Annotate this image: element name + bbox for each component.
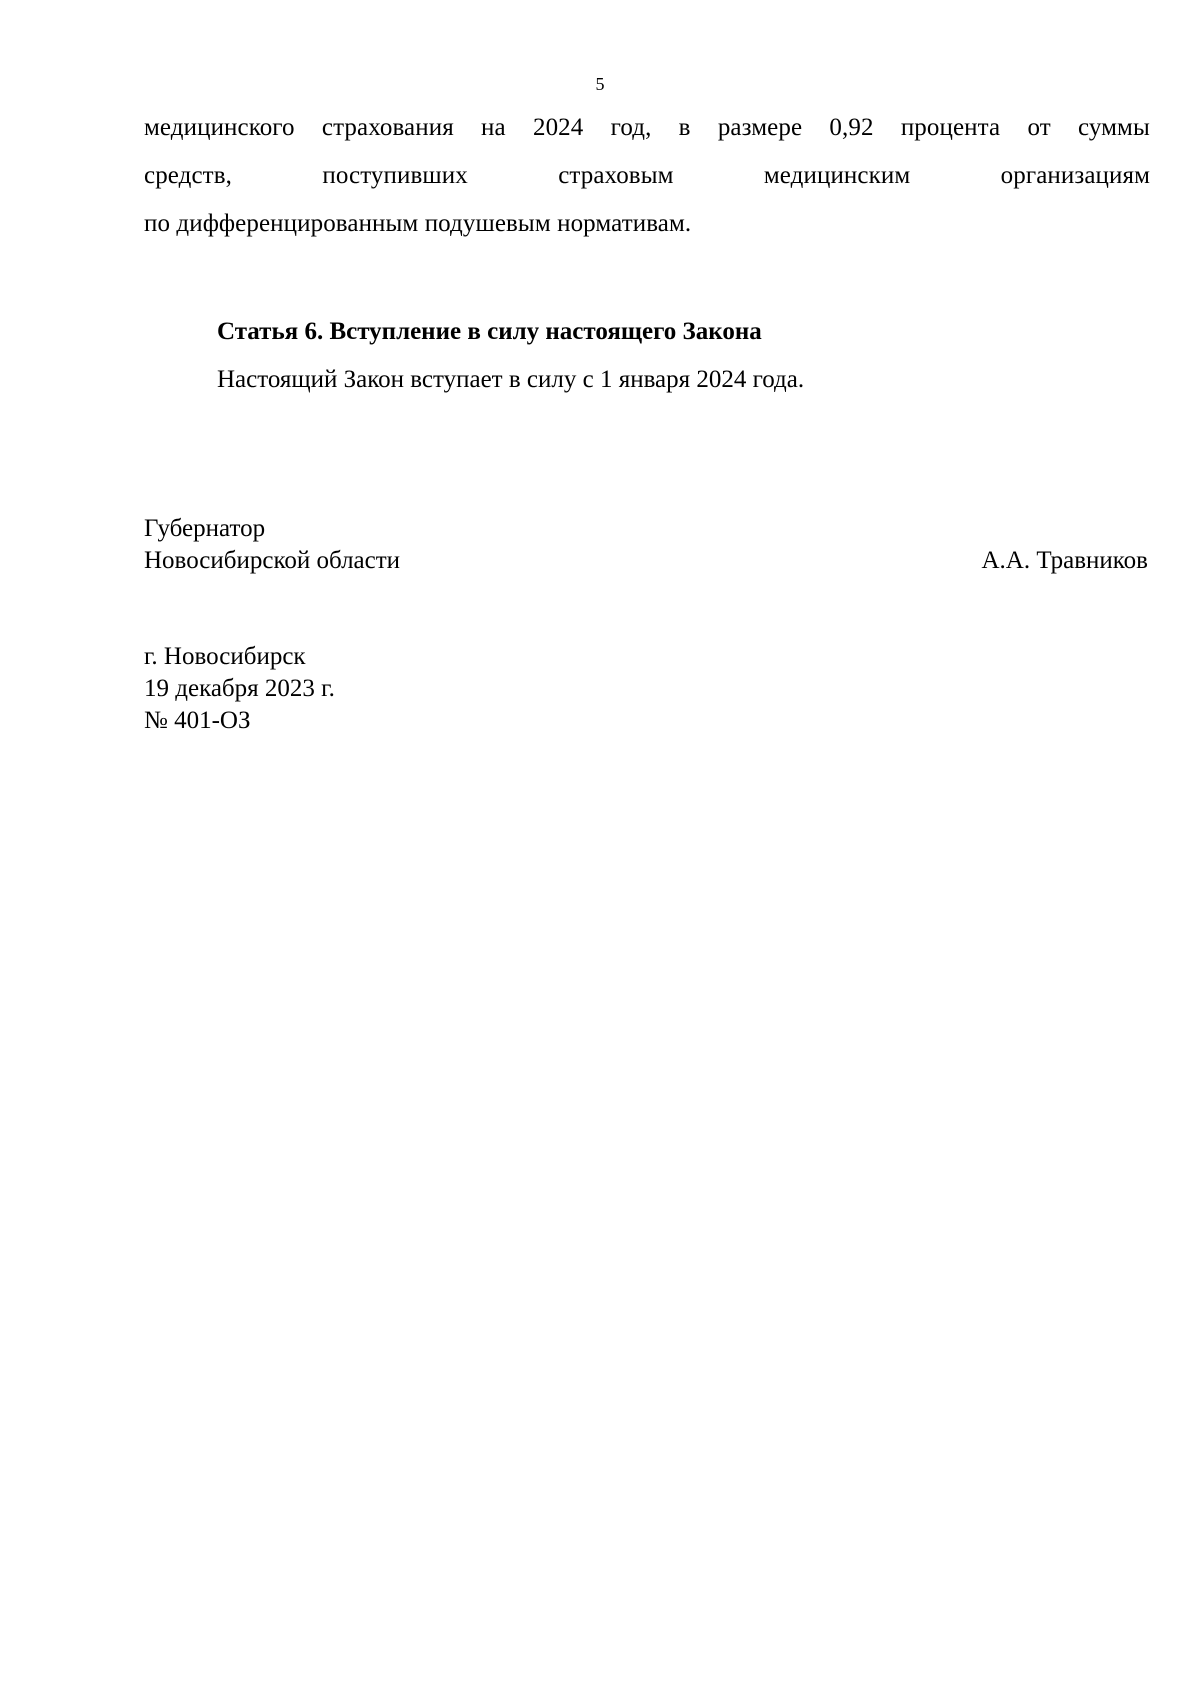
city: г. Новосибирск bbox=[144, 643, 306, 670]
word: страхования bbox=[321, 114, 454, 141]
paragraph-line-2 bbox=[144, 160, 1150, 192]
word: медицинским bbox=[763, 162, 911, 189]
signature-title-line-1: Губернатор bbox=[144, 515, 266, 542]
signatory-name: А.А. Травников bbox=[981, 547, 1148, 574]
signature-title bbox=[144, 513, 400, 577]
word: 0,92 bbox=[829, 114, 874, 141]
paragraph-line-1 bbox=[144, 112, 1150, 144]
date: 19 декабря 2023 г. bbox=[144, 675, 335, 702]
signature-title-line-2: Новосибирской области bbox=[144, 547, 401, 574]
word: размере bbox=[717, 114, 803, 141]
word: средств, bbox=[144, 162, 232, 189]
word: поступивших bbox=[322, 162, 468, 189]
word: суммы bbox=[1078, 114, 1150, 141]
paragraph-line-3: по дифференцированным подушевым нормативам. bbox=[144, 210, 692, 237]
word: 2024 bbox=[532, 114, 584, 141]
word: на bbox=[481, 114, 506, 141]
word: организациям bbox=[1000, 162, 1150, 189]
law-number: № 401-ОЗ bbox=[144, 707, 251, 734]
word: страховым bbox=[558, 162, 674, 189]
article-6-heading: Статья 6. Вступление в силу настоящего Закона bbox=[217, 318, 762, 345]
place-date-block bbox=[144, 641, 335, 737]
word: медицинского bbox=[144, 114, 295, 141]
article-6-text: Настоящий Закон вступает в силу с 1 января 2024 года. bbox=[217, 366, 805, 393]
word: год, bbox=[610, 114, 652, 141]
page-number: 5 bbox=[595, 74, 605, 94]
word: от bbox=[1027, 114, 1051, 141]
word: процента bbox=[900, 114, 1001, 141]
word: в bbox=[678, 114, 691, 141]
